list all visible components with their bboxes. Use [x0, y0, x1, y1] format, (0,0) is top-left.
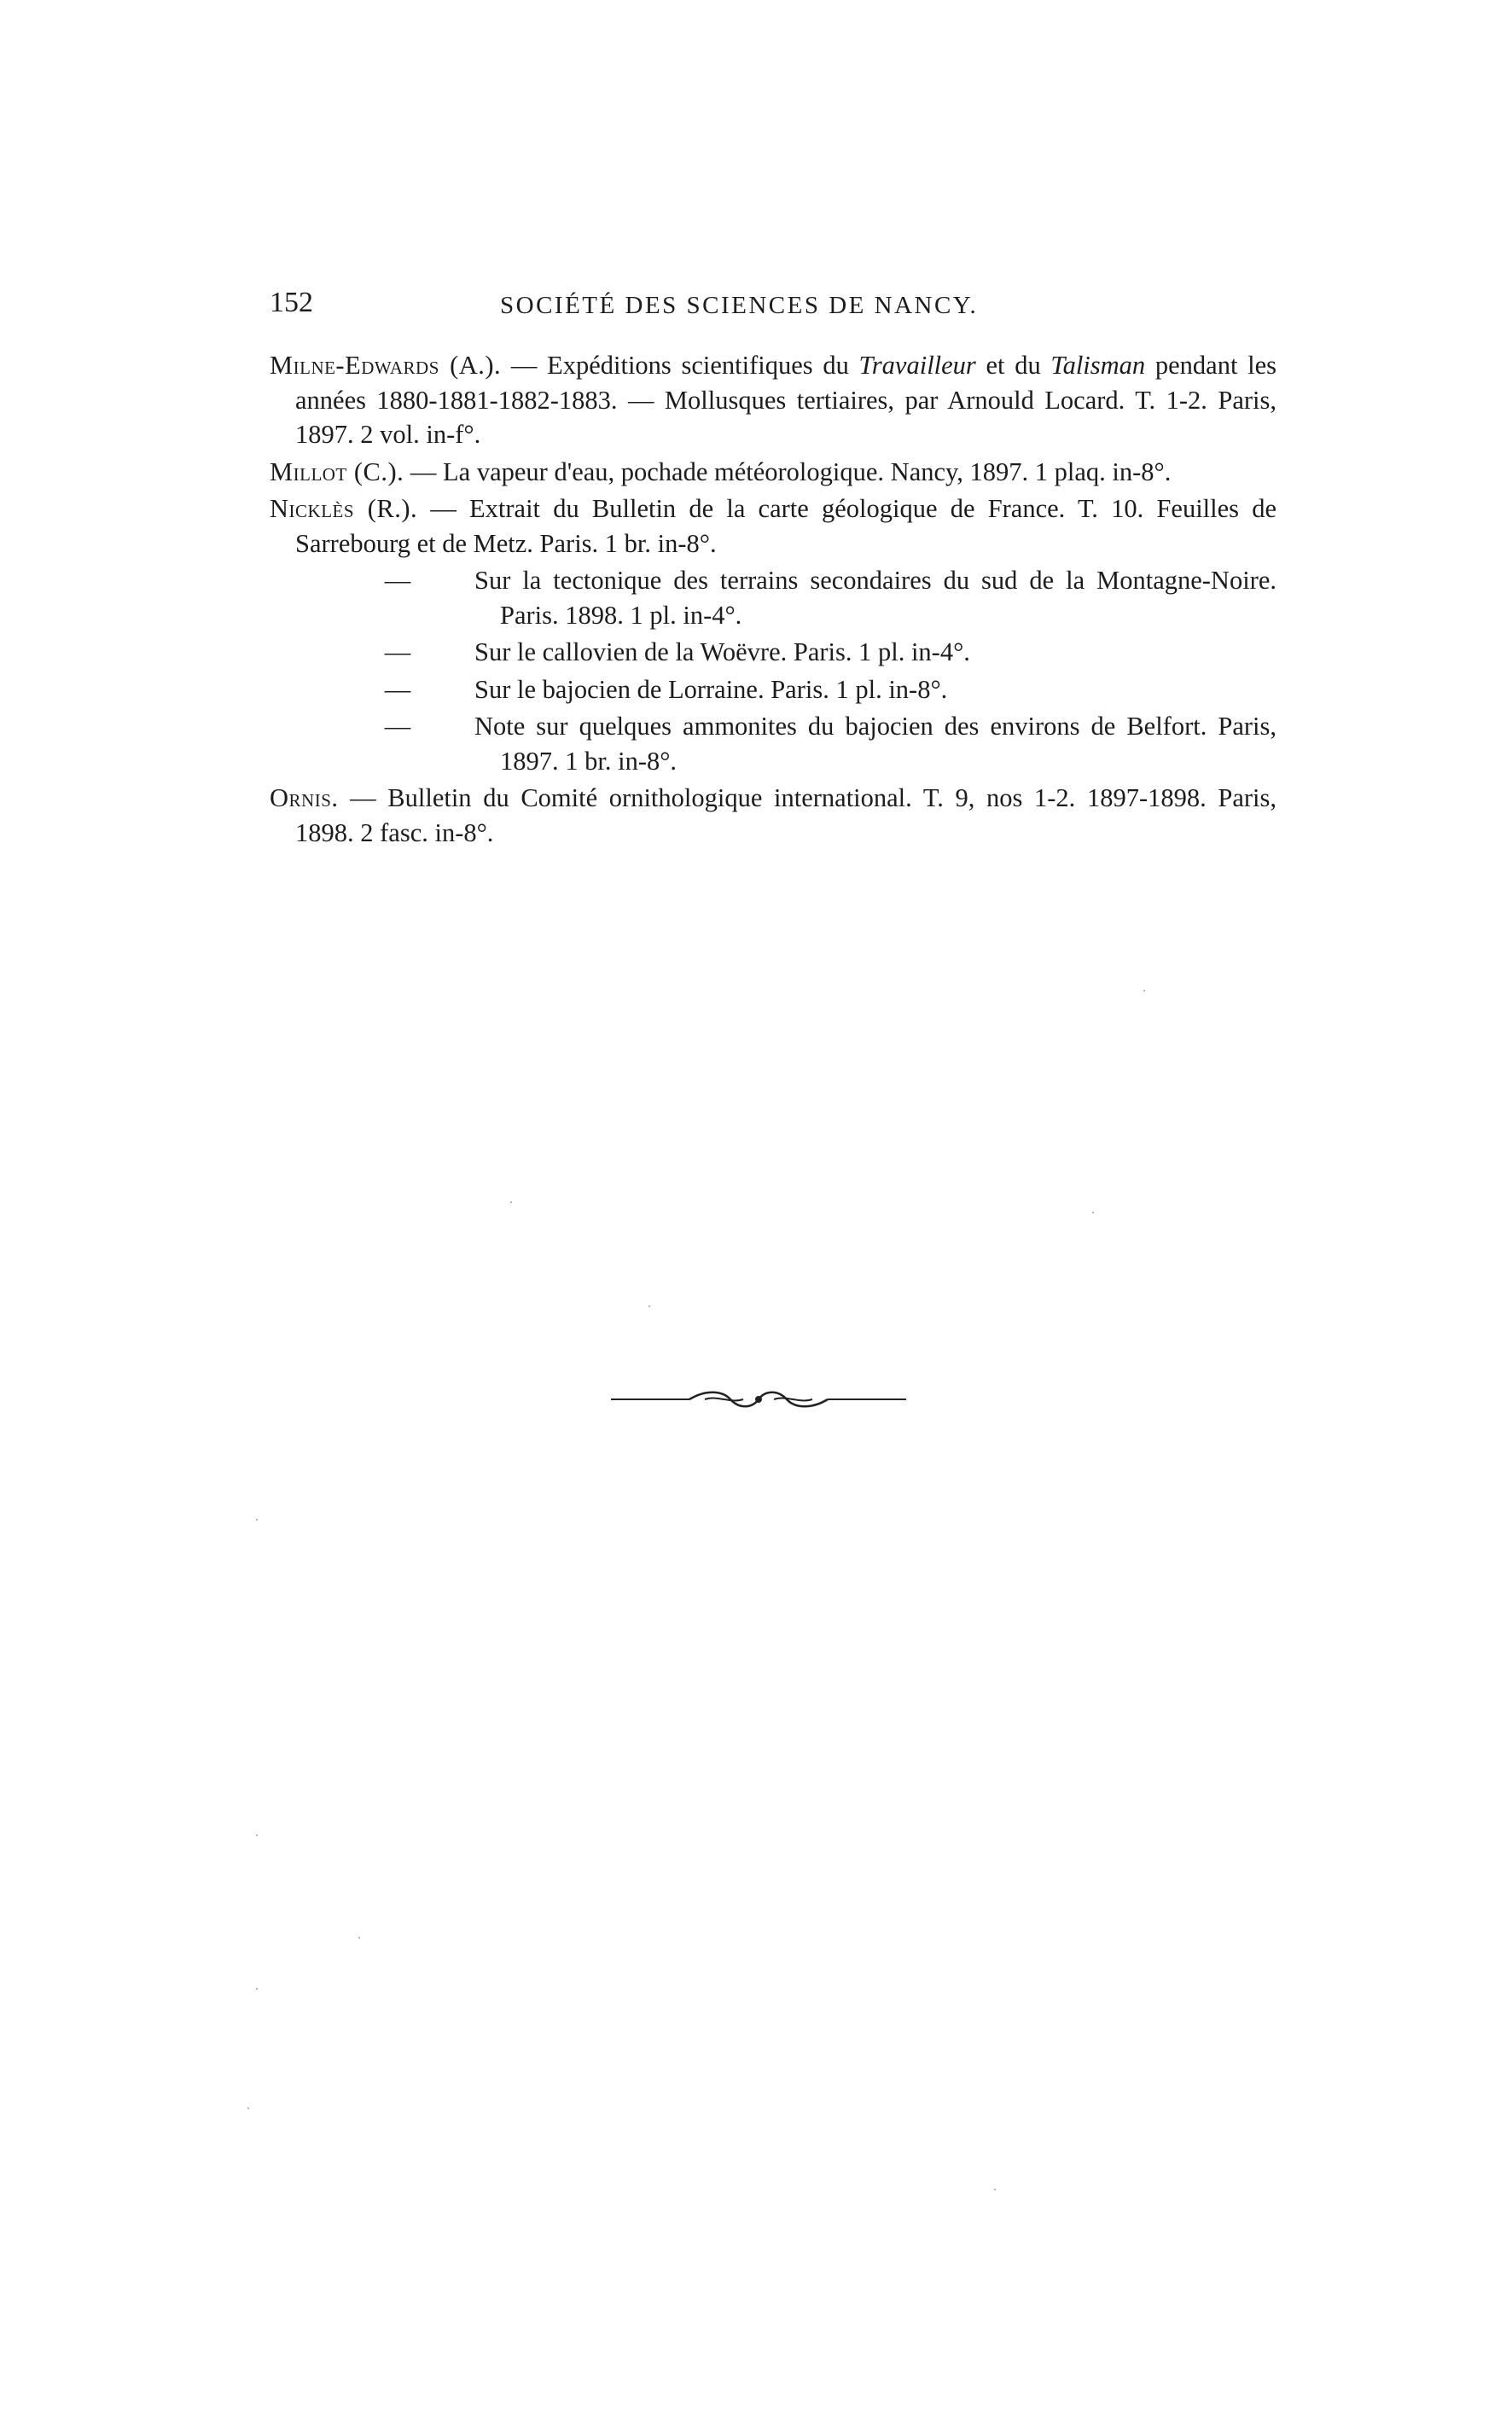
- entry-text: — Extrait du Bulletin de la carte géologique de France. T. 10. Feuilles de Sarrebourg et de Metz. Paris. 1 br. in-8°.: [295, 494, 1277, 558]
- page-number: 152: [270, 287, 313, 318]
- sub-entry: [270, 563, 1276, 632]
- entry-author: Milne-Edwards (A.).: [270, 351, 502, 380]
- entry-text: — Expéditions scientifiques du: [501, 351, 859, 380]
- sub-entry-text: Note sur quelques ammonites du bajocien des environs de Belfort. Paris, 1897. 1 br. in-8°.: [474, 712, 1276, 776]
- page-header: [270, 287, 1272, 329]
- entry-text: — La vapeur d'eau, pochade météorologique. Nancy, 1897. 1 plaq. in-8°.: [404, 456, 1172, 486]
- entry-author: Millot (C.).: [270, 456, 404, 486]
- sub-entry: [270, 709, 1276, 778]
- ditto-dash: —: [384, 637, 411, 666]
- ship-name-travailleur: Travailleur: [858, 351, 976, 380]
- entry-milne-edwards: [270, 348, 1276, 452]
- ornament-divider: [611, 1387, 906, 1412]
- sub-entry-text: Sur le bajocien de Lorraine. Paris. 1 pl. in-8°.: [474, 674, 948, 704]
- entry-text: pendant les années 1880-1881-1882-1883. — Mollusques tertiaires, par Arnould Locard. T. 1-2. Paris, 1897. 2 vol. in-f°.: [295, 351, 1276, 449]
- sub-entry: [270, 672, 1276, 707]
- sub-entry: [270, 635, 1276, 670]
- entry-author: Nicklès (R.).: [270, 494, 418, 523]
- sub-entry-text: Sur la tectonique des terrains secondaires du sud de la Montagne-Noire. Paris. 1898. 1 pl. in-4°.: [474, 566, 1276, 630]
- ditto-dash: —: [384, 566, 411, 595]
- ship-name-talisman: Talisman: [1050, 351, 1146, 380]
- ditto-dash: —: [384, 712, 411, 741]
- entry-text: et du: [975, 351, 1051, 380]
- entry-ornis: [270, 781, 1276, 850]
- entry-nickles: [270, 491, 1276, 561]
- running-title: SOCIÉTÉ DES SCIENCES DE NANCY.: [500, 292, 979, 319]
- sub-entry-text: Sur le callovien de la Woëvre. Paris. 1 pl. in-4°.: [474, 637, 970, 666]
- entry-author: Ornis.: [270, 783, 339, 812]
- entry-millot: [270, 455, 1276, 490]
- bibliography-list: [270, 348, 1276, 852]
- ditto-dash: —: [384, 674, 411, 704]
- entry-text: — Bulletin du Comité ornithologique international. T. 9, nos 1-2. 1897-1898. Paris, 1898. 2 fasc. in-8°.: [295, 783, 1276, 847]
